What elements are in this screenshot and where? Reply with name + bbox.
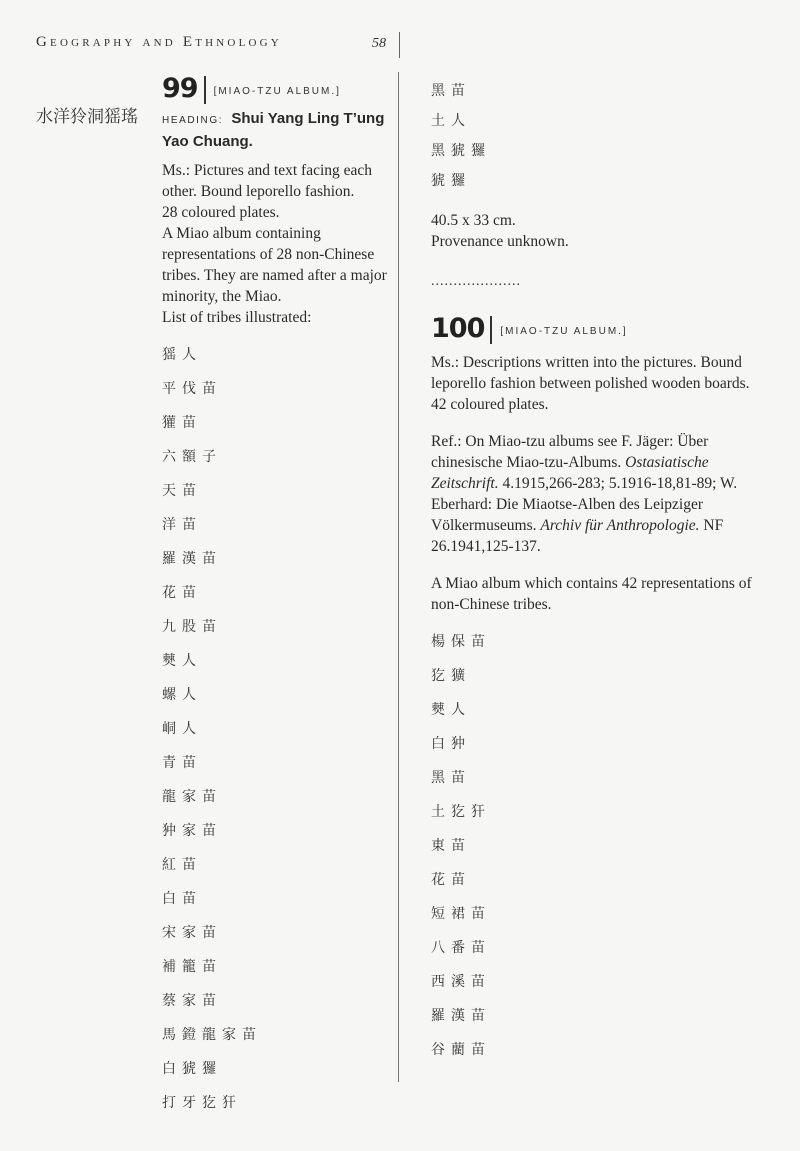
list-item: 九股苗 bbox=[162, 619, 222, 635]
entry-tag: [MIAO-TZU ALBUM.] bbox=[500, 326, 628, 337]
album-size: 40.5 x 33 cm. bbox=[431, 212, 516, 229]
tribe-list-intro: List of tribes illustrated: bbox=[162, 309, 312, 326]
entry-number-bar bbox=[490, 316, 492, 344]
list-item: 蔡家苗 bbox=[162, 993, 222, 1009]
entry-tag: [MIAO-TZU ALBUM.] bbox=[213, 86, 341, 97]
ms-description: Ms.: Descriptions written into the pictures. Bound leporello fashion between polished wooden boards. bbox=[431, 354, 750, 392]
header-divider bbox=[399, 32, 400, 58]
list-item: 八番苗 bbox=[431, 940, 491, 956]
list-item: 猇玀 bbox=[431, 173, 471, 189]
list-item: 花苗 bbox=[162, 585, 202, 601]
reference-journal-title: Ostasiatische Zeitschrift. bbox=[431, 454, 709, 492]
list-item: 馬鐙龍家苗 bbox=[162, 1027, 262, 1043]
list-item: 峒人 bbox=[162, 721, 202, 737]
list-item: 天苗 bbox=[162, 483, 202, 499]
column-divider bbox=[398, 72, 399, 1082]
list-item: 白狆 bbox=[431, 736, 471, 752]
list-item: 犵獷 bbox=[431, 668, 471, 684]
list-item: 宋家苗 bbox=[162, 925, 222, 941]
list-item: 黑苗 bbox=[431, 83, 471, 99]
list-item: 狆家苗 bbox=[162, 823, 222, 839]
tribe-list bbox=[431, 625, 776, 1067]
page-number: 58 bbox=[372, 36, 386, 51]
list-item: 羅漢苗 bbox=[162, 551, 222, 567]
list-item: 僰人 bbox=[162, 653, 202, 669]
side-title-chinese: 水洋狑洞猺瑤 bbox=[36, 107, 138, 127]
list-item: 短裙苗 bbox=[431, 906, 491, 922]
list-item: 東苗 bbox=[431, 838, 471, 854]
tribe-list bbox=[162, 338, 394, 1120]
entry-heading bbox=[162, 108, 394, 152]
provenance: Provenance unknown. bbox=[431, 233, 569, 250]
list-item: 楊保苗 bbox=[431, 634, 491, 650]
entry-99-header bbox=[162, 73, 394, 104]
entry-separator: .................... bbox=[431, 274, 521, 289]
list-item: 青苗 bbox=[162, 755, 202, 771]
list-item: 黑苗 bbox=[431, 770, 471, 786]
entry-number-bar bbox=[204, 76, 206, 104]
list-item: 黑猇玀 bbox=[431, 143, 491, 159]
ms-description: Ms.: Pictures and text facing each other. Bound leporello fashion. bbox=[162, 162, 373, 200]
reference-jaeger: Ref.: On Miao-tzu albums see F. Jäger: Über chinesische Miao-tzu-Albums. bbox=[431, 433, 709, 471]
list-item: 土人 bbox=[431, 113, 471, 129]
list-item: 螺人 bbox=[162, 687, 202, 703]
album-description: A Miao album which contains 42 representations of non-Chinese tribes. bbox=[431, 575, 752, 613]
reference-note bbox=[431, 431, 776, 557]
tribe-list-continued bbox=[431, 76, 776, 196]
list-item: 平伐苗 bbox=[162, 381, 222, 397]
entry-number: 99 bbox=[162, 73, 198, 104]
list-item: 花苗 bbox=[431, 872, 471, 888]
list-item: 補籠苗 bbox=[162, 959, 222, 975]
list-item: 西溪苗 bbox=[431, 974, 491, 990]
reference-archive-details: NF 26.1941,125-137. bbox=[431, 517, 724, 555]
right-column bbox=[431, 76, 776, 1067]
list-item: 六額子 bbox=[162, 449, 222, 465]
plates-count: 42 coloured plates. bbox=[431, 396, 549, 413]
reference-archive-title: Archiv für Anthropologie. bbox=[540, 517, 700, 534]
heading-text: Shui Yang Ling T’ung Yao Chuang. bbox=[162, 110, 385, 150]
list-item: 僰人 bbox=[431, 702, 471, 718]
list-item: 土犵犴 bbox=[431, 804, 491, 820]
reference-journal-details: 4.1915,266-283; 5.1916-18,81-89; W. Eberhard: Die Miaotse-Alben des Leipziger Völkermuseums. bbox=[431, 475, 738, 534]
list-item: 龍家苗 bbox=[162, 789, 222, 805]
album-description: A Miao album containing representations of 28 non-Chinese tribes. They are named after a major minority, the Miao. bbox=[162, 225, 387, 305]
list-item: 紅苗 bbox=[162, 857, 202, 873]
list-item: 打牙犵犴 bbox=[162, 1095, 242, 1111]
list-item: 白苗 bbox=[162, 891, 202, 907]
entry-99 bbox=[162, 73, 394, 1120]
plates-count: 28 coloured plates. bbox=[162, 204, 280, 221]
list-item: 羅漢苗 bbox=[431, 1008, 491, 1024]
list-item: 白猇玀 bbox=[162, 1061, 222, 1077]
list-item: 洋苗 bbox=[162, 517, 202, 533]
list-item: 獾苗 bbox=[162, 415, 202, 431]
list-item: 谷藺苗 bbox=[431, 1042, 491, 1058]
entry-number: 100 bbox=[431, 313, 485, 344]
entry-100-header bbox=[431, 313, 776, 344]
list-item: 猺人 bbox=[162, 347, 202, 363]
heading-label: HEADING: bbox=[162, 115, 224, 126]
running-title: Geography and Ethnology bbox=[36, 34, 282, 50]
